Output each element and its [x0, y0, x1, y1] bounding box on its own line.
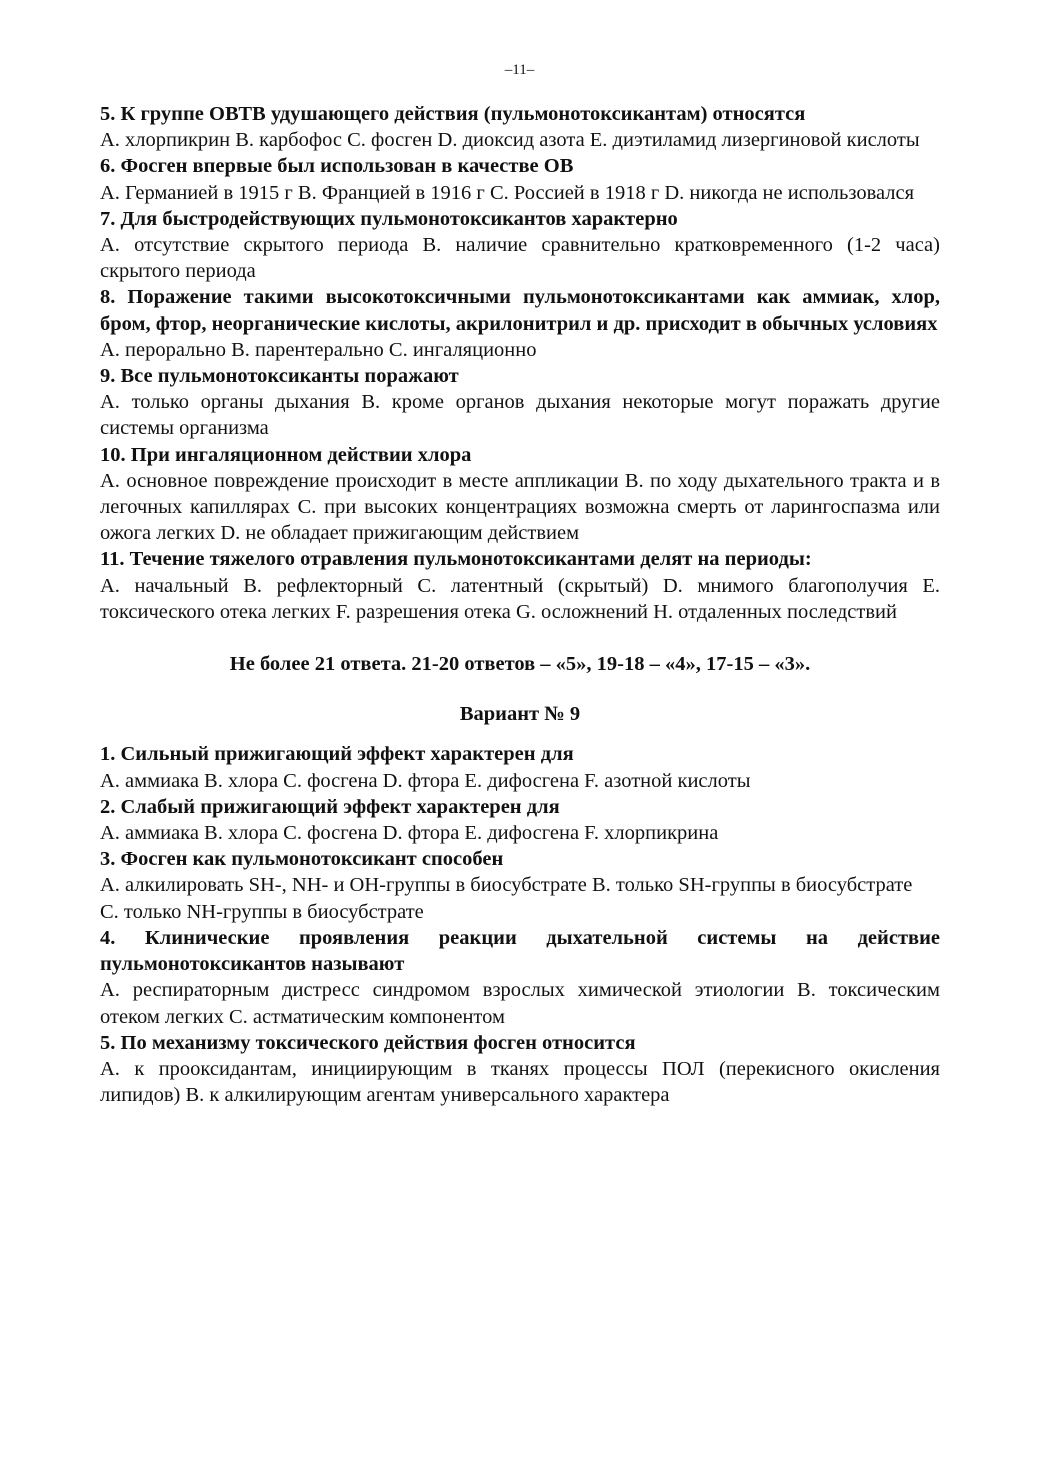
question-title: 9. Все пульмонотоксиканты поражают: [100, 365, 459, 388]
page-number: –11–: [504, 62, 535, 78]
answer-options: A. отсутствие скрытого периода B. наличие сравнительно кратковременного (1-2 часа) скрытого периода: [100, 234, 940, 283]
question-title: 8. Поражение такими высокотоксичными пульмонотоксикантами как аммиак, хлор, бром, фтор, неорганические кислоты, акрилонитрил и др. присходит в обычных условиях: [100, 286, 940, 335]
question-title: 2. Слабый прижигающий эффект характерен для: [100, 795, 560, 818]
question-title: 6. Фосген впервые был использован в качестве ОВ: [100, 155, 574, 178]
question-block: [100, 284, 940, 363]
question-block: [100, 794, 940, 846]
question-block: [100, 206, 940, 285]
answer-options: A. начальный B. рефлекторный C. латентный (скрытый) D. мнимого благополучия E. токсического отека легких F. разрешения отека G. осложнений H. отдаленных последствий: [100, 574, 940, 623]
answer-options: A. основное повреждение происходит в месте аппликации B. по ходу дыхательного тракта и в легочных капиллярах C. при высоких концентрациях возможна смерть от ларингоспазма или ожога легких D. не обладает прижигающим действием: [100, 469, 940, 545]
question-title: 4. Клинические проявления реакции дыхательной системы на действие пульмонотоксикантов называют: [100, 926, 940, 976]
question-title: 5. По механизму токсического действия фосген относится: [100, 1031, 636, 1054]
answer-options: A. Германией в 1915 г B. Францией в 1916 г C. Россией в 1918 г D. никогда не использовался: [100, 181, 915, 204]
question-block: [100, 101, 940, 153]
scoring-note: Не более 21 ответа. 21-20 ответов – «5», 19-18 – «4», 17-15 – «3».: [229, 653, 811, 676]
question-block: [100, 1030, 940, 1109]
answer-options: C. только NH-группы в биосубстрате: [100, 900, 424, 923]
question-block: [100, 546, 940, 625]
answer-options: A. к прооксидантам, инициирующим в тканях процессы ПОЛ (перекисного окисления липидов) B. к алкилирующим агентам универсального характера: [100, 1057, 940, 1107]
question-title: 10. При ингаляционном действии хлора: [100, 443, 472, 466]
answer-options: A. алкилировать SH-, NH- и OH-группы в биосубстрате B. только SH-группы в биосубстрате: [100, 874, 913, 897]
question-block: [100, 741, 940, 793]
question-block: [100, 153, 940, 205]
answer-options: A. аммиака B. хлора C. фосгена D. фтора E. дифосгена F. хлорпикрина: [100, 822, 719, 845]
question-title: 5. К группе ОВТВ удушающего действия (пульмонотоксикантам) относятся: [100, 103, 806, 125]
question-title: 7. Для быстродействующих пульмонотоксикантов характерно: [100, 207, 678, 230]
answer-options: A. респираторным дистресс синдромом взрослых химической этиологии B. токсическим отеком легких C. астматическим компонентом: [100, 979, 940, 1028]
question-block: [100, 846, 940, 925]
answer-options: A. аммиака B. хлора C. фосгена D. фтора E. дифосгена F. азотной кислоты: [100, 769, 751, 792]
answer-options: A. перорально B. парентерально C. ингаляционно: [100, 338, 537, 361]
question-block: [100, 363, 940, 442]
answer-options: A. хлорпикрин B. карбофос C. фосген D. диоксид азота E. диэтиламид лизергиновой кислоты: [100, 129, 920, 152]
variant-title: Вариант № 9: [459, 703, 581, 726]
question-block: [100, 925, 940, 1030]
question-title: 11. Течение тяжелого отравления пульмонотоксикантами делят на периоды:: [100, 548, 812, 571]
document-body: [100, 101, 940, 1108]
question-title: 1. Сильный прижигающий эффект характерен для: [100, 743, 574, 766]
answer-options: A. только органы дыхания B. кроме органов дыхания некоторые могут поражать другие системы организма: [100, 391, 940, 440]
question-block: [100, 442, 940, 547]
question-title: 3. Фосген как пульмонотоксикант способен: [100, 848, 504, 871]
